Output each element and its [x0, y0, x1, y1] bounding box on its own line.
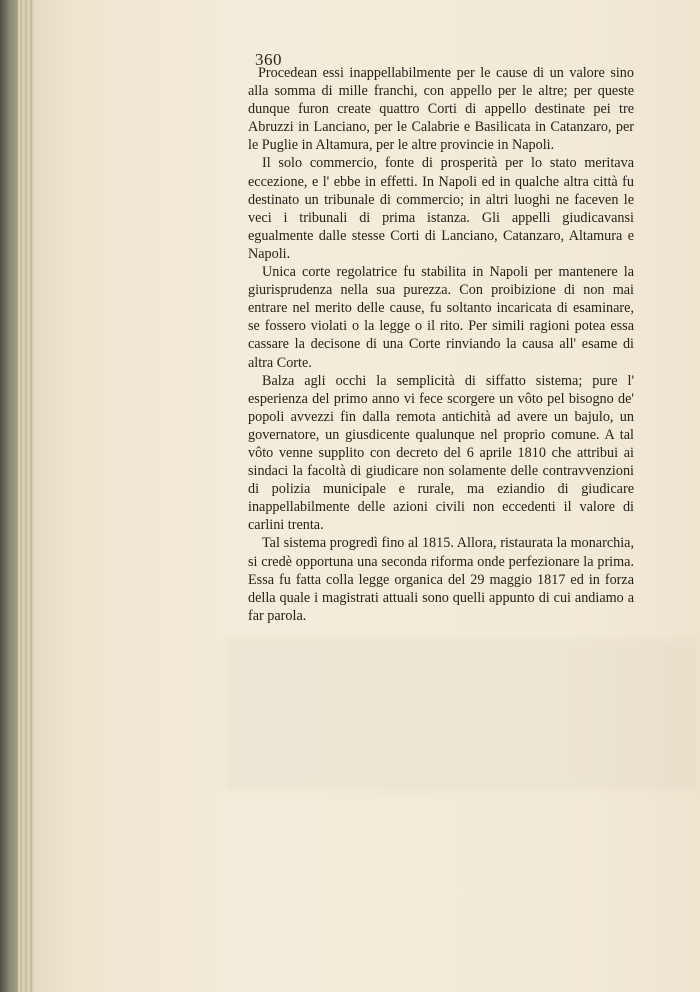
- paragraph: Unica corte regolatrice fu stabilita in Napoli per mantenere la giurisprudenza nella sua purezza. Con proibizione di non mai entrare nel merito delle cause, fu soltanto incaricata di esaminare, se fossero violati o la legge o il rito. Per simili ragioni potea essa cassare la decisone di una Corte rinviando la causa all' esame di altra Corte.: [248, 264, 634, 371]
- body-text: [248, 64, 634, 625]
- page-number: 360: [255, 50, 282, 69]
- paragraph: Procedean essi inappellabilmente per le cause di un valore sino alla somma di mille franchi, con appello per le altre; per queste dunque furon create quattro Corti di appello destinate pei tre Abruzzi in Lanciano, per le Calabrie e Basilicata in Catanzaro, per le Puglie in Altamura, per le altre provincie in Napoli.: [248, 65, 634, 154]
- paragraph: Tal sistema progredì fino al 1815. Allora, ristaurata la monarchia, si credè opportuna una seconda riforma onde perfezionare la prima. Essa fu fatta colla legge organica del 29 maggio 1817 ed in forza della quale i magistrati attuali sono quelli appunto di cui andiamo a far parola.: [248, 535, 634, 624]
- paragraph: Il solo commercio, fonte di prosperità per lo stato meritava eccezione, e l' ebbe in effetti. In Napoli ed in qualche altra città fu destinato un tribunale di commercio; in altri luoghi ne faceven le veci i tribunali di prima istanza. Gli appelli giudicavansi egualmente dalle stesse Corti di Lanciano, Catanzaro, Altamura e Napoli.: [248, 155, 634, 262]
- bleed-through: [226, 640, 696, 790]
- paragraph: Balza agli occhi la semplicità di siffatto sistema; pure l' esperienza del primo anno vi fece scorgere un vôto pel bisogno de' popoli avvezzi fin dalla remota antichità ad avere un bajulo, un governatore, un giusdicente qualunque nel proprio comune. A tal vôto venne supplito con decreto del 6 aprile 1810 che attribui ai sindaci la facoltà di giudicare non solamente delle contravvenzioni di polizia municipale e rurale, ma eziandio di giudicare inappellabilmente delle azioni civili non eccedenti il valore di carlini trenta.: [248, 372, 634, 534]
